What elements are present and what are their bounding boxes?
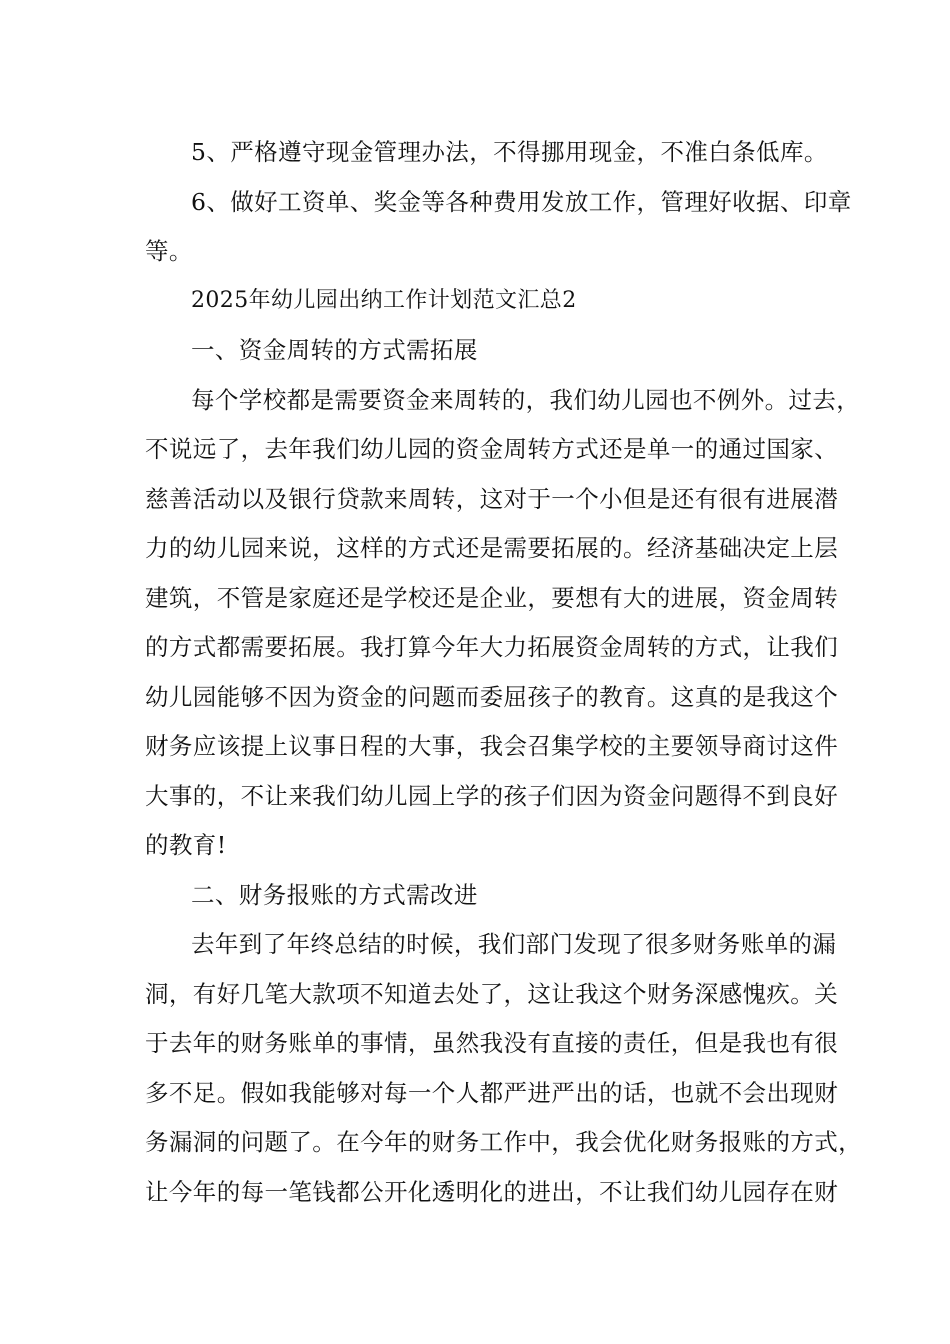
paragraph-line: 的教育! <box>145 831 227 859</box>
section-title: 2025年幼儿园出纳工作计划范文汇总2 <box>191 287 577 313</box>
subheading-accounting: 二、财务报账的方式需改进 <box>191 880 478 909</box>
paragraph-line: 力的幼儿园来说，这样的方式还是需要拓展的。经济基础决定上层 <box>145 534 839 562</box>
paragraph-line: 于去年的财务账单的事情，虽然我没有直接的责任，但是我也有很 <box>145 1029 839 1057</box>
paragraph-line: 多不足。假如我能够对每一个人都严进严出的话，也就不会出现财 <box>145 1078 839 1107</box>
paragraph-line: 慈善活动以及银行贷款来周转，这对于一个小但是还有很有进展潜 <box>145 484 839 513</box>
paragraph-line: 的方式都需要拓展。我打算今年大力拓展资金周转的方式，让我们 <box>145 633 839 661</box>
paragraph-line: 务漏洞的问题了。在今年的财务工作中，我会优化财务报账的方式， <box>145 1128 862 1156</box>
paragraph-line: 建筑，不管是家庭还是学校还是企业，要想有大的进展，资金周转 <box>145 583 839 612</box>
paragraph-line: 幼儿园能够不因为资金的问题而委屈孩子的教育。这真的是我这个 <box>145 682 839 711</box>
paragraph-line: 财务应该提上议事日程的大事，我会召集学校的主要领导商讨这件 <box>145 732 839 760</box>
document-body <box>145 134 862 1223</box>
list-item-6-continuation: 等。 <box>145 237 193 265</box>
paragraph-line: 每个学校都是需要资金来周转的，我们幼儿园也不例外。过去， <box>191 385 861 414</box>
list-item-6: 6、做好工资单、奖金等各种费用发放工作，管理好收据、印章 <box>191 187 852 216</box>
paragraph-line: 不说远了，去年我们幼儿园的资金周转方式还是单一的通过国家、 <box>145 435 839 463</box>
paragraph-line: 去年到了年终总结的时候，我们部门发现了很多财务账单的漏 <box>191 930 837 958</box>
paragraph-line: 让今年的每一笔钱都公开化透明化的进出，不让我们幼儿园存在财 <box>145 1177 839 1206</box>
list-item-5: 5、严格遵守现金管理办法，不得挪用现金，不准白条低库。 <box>191 138 828 166</box>
subheading-funding: 一、资金周转的方式需拓展 <box>191 336 478 364</box>
paragraph-line: 洞，有好几笔大款项不知道去处了，这让我这个财务深感愧疚。关 <box>145 979 839 1008</box>
paragraph-line: 大事的，不让来我们幼儿园上学的孩子们因为资金问题得不到良好 <box>145 781 839 810</box>
